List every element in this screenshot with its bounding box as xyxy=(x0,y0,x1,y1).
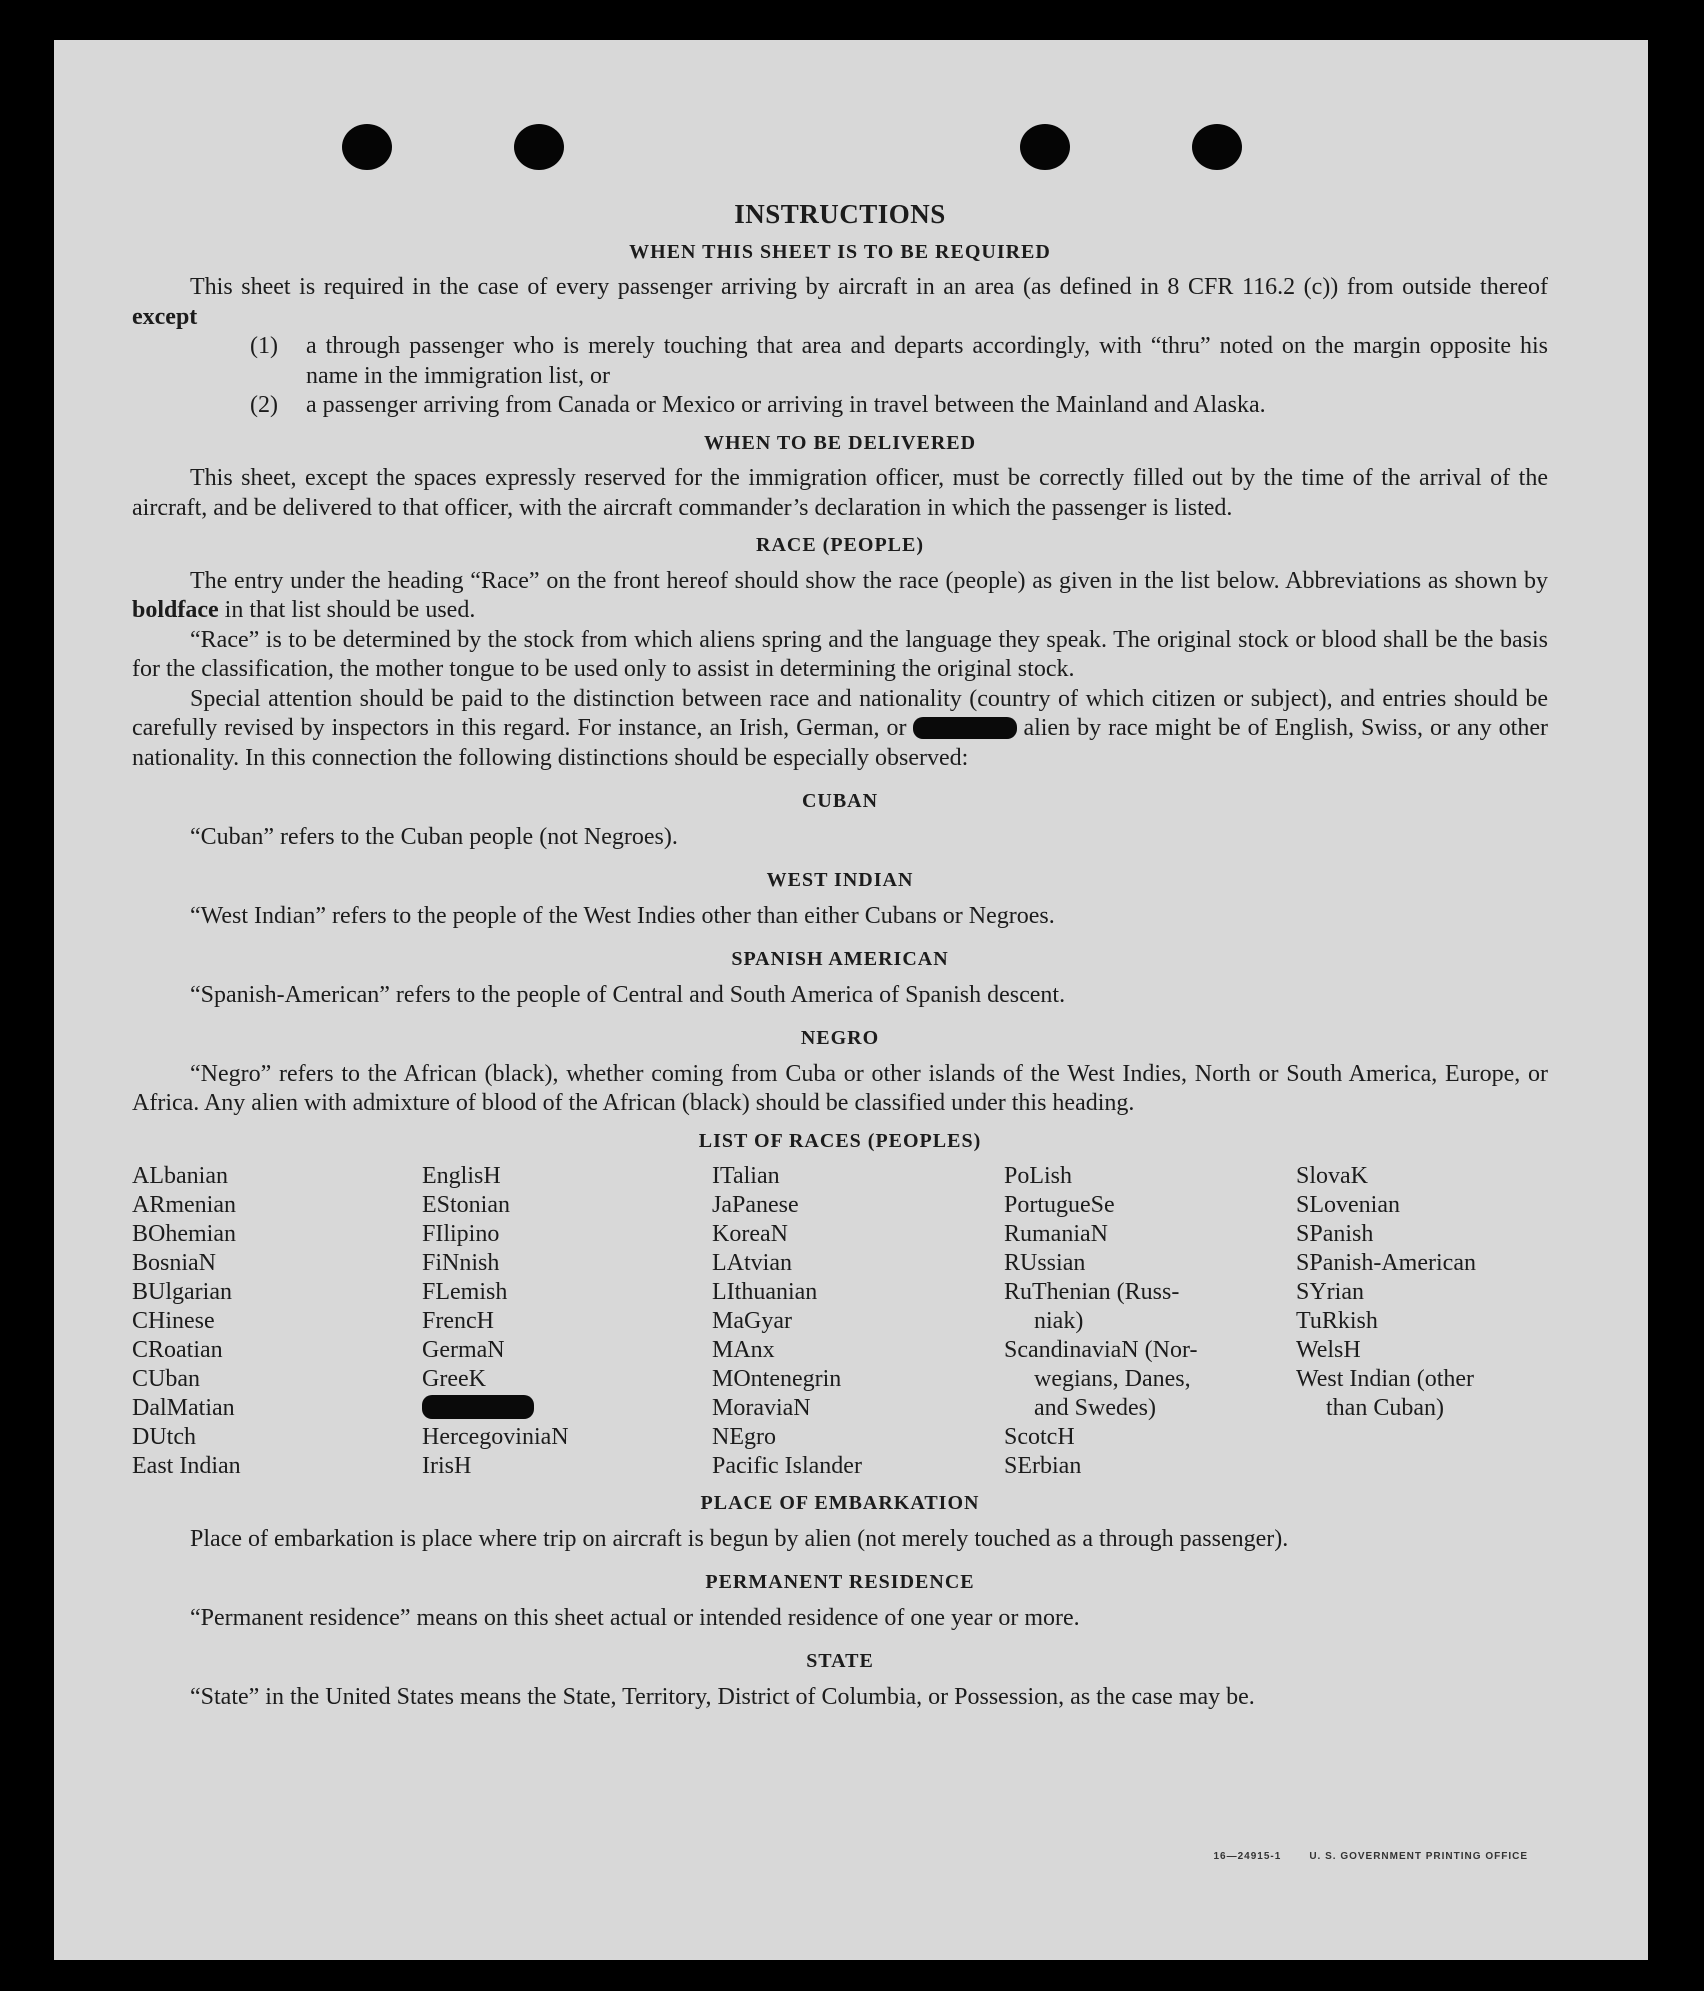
race-entry: ScotcH xyxy=(1004,1424,1075,1450)
exception-item: (1) a through passenger who is merely touching that area and departs accordingly, with “thru” noted on the margin opposite his name in the immigration list, or xyxy=(250,333,1548,389)
race-entry: RuThenian (Russ- xyxy=(1004,1279,1180,1305)
race-entry: BosniaN xyxy=(132,1250,216,1276)
punch-hole xyxy=(1020,124,1070,170)
paragraph-embarkation: Place of embarkation is place where trip on aircraft is begun by alien (not merely touched as a through passenger). xyxy=(190,1525,1289,1552)
race-entry: FLemish xyxy=(422,1279,508,1305)
race-column xyxy=(712,1162,1004,1481)
paragraph-state: “State” in the United States means the State, Territory, District of Columbia, or Possession, as the case may be. xyxy=(190,1683,1255,1710)
punch-hole xyxy=(1192,124,1242,170)
race-entry: KoreaN xyxy=(712,1221,788,1247)
race-entry-continued: than Cuban) xyxy=(1326,1395,1444,1421)
paragraph-spanish-american: “Spanish-American” refers to the people of Central and South America of Spanish descent. xyxy=(190,981,1066,1008)
race-entry: BUlgarian xyxy=(132,1279,232,1305)
race-entry: ARmenian xyxy=(132,1192,236,1218)
race-entry: FIlipino xyxy=(422,1221,500,1247)
race-entry: ScandinaviaN (Nor- xyxy=(1004,1337,1198,1363)
heading-state: STATE xyxy=(806,1650,874,1672)
race-entry: ALbanian xyxy=(132,1163,228,1189)
race-entry: EStonian xyxy=(422,1192,510,1218)
paragraph-race-3: Special attention should be paid to the distinction between race and nationality (country of which citizen or subject), and entries should be carefully revised by inspectors in this regard. For instance, an Irish, German, or alien by race might be of English, Swiss, or any other nationality. In this connection the following distinctions should be especially observed: xyxy=(132,685,1548,771)
heading-cuban: CUBAN xyxy=(801,790,879,812)
printer-name: U. S. GOVERNMENT PRINTING OFFICE xyxy=(1309,1851,1528,1862)
race-list xyxy=(132,1162,1548,1481)
race-entry: GermaN xyxy=(422,1337,505,1363)
race-entry: EnglisH xyxy=(422,1163,501,1189)
instructions-body xyxy=(132,200,1548,1712)
race-entry: PoLish xyxy=(1004,1163,1073,1189)
heading-west-indian: WEST INDIAN xyxy=(766,869,914,891)
race-entry: RumaniaN xyxy=(1004,1221,1108,1247)
race-column xyxy=(132,1162,422,1481)
race-entry: MOntenegrin xyxy=(712,1366,842,1392)
race-entry: JaPanese xyxy=(712,1192,799,1218)
heading-spanish-american: SPANISH AMERICAN xyxy=(731,948,949,970)
race-entry: CRoatian xyxy=(132,1337,223,1363)
paragraph-west-indian: “West Indian” refers to the people of the West Indies other than either Cubans or Negroes. xyxy=(190,902,1055,929)
race-entry: MAnx xyxy=(712,1337,775,1363)
race-column xyxy=(422,1162,712,1481)
race-entry: FiNnish xyxy=(422,1250,500,1276)
heading-race: RACE (PEOPLE) xyxy=(756,534,924,556)
paragraph-race-1: The entry under the heading “Race” on the front hereof should show the race (people) as given in the list below. Abbreviations as shown by boldface in that list should be used. xyxy=(132,567,1548,623)
heading-when-required: WHEN THIS SHEET IS TO BE REQUIRED xyxy=(629,240,1051,263)
heading-embarkation: PLACE OF EMBARKATION xyxy=(700,1492,980,1514)
punch-hole xyxy=(342,124,392,170)
race-entry: DUtch xyxy=(132,1424,196,1450)
paragraph-when-required: This sheet is required in the case of every passenger arriving by aircraft in an area (as defined in 8 CFR 116.2 (c)) from outside thereof except xyxy=(132,274,1548,330)
race-entry-continued: and Swedes) xyxy=(1034,1395,1156,1421)
heading-list-of-races: LIST OF RACES (PEOPLES) xyxy=(698,1129,982,1152)
race-entry: NEgro xyxy=(712,1424,776,1450)
race-entry: SErbian xyxy=(1004,1453,1082,1479)
race-entry: LIthuanian xyxy=(712,1279,818,1305)
race-entry: MaGyar xyxy=(712,1308,792,1334)
punch-hole xyxy=(514,124,564,170)
heading-when-delivered: WHEN TO BE DELIVERED xyxy=(703,431,977,454)
race-entry: IrisH xyxy=(422,1453,472,1479)
race-entry: East Indian xyxy=(132,1453,241,1479)
race-entry: RUssian xyxy=(1004,1250,1086,1276)
race-entry: SYrian xyxy=(1296,1279,1364,1305)
race-entry: Pacific Islander xyxy=(712,1453,862,1479)
redaction-mark xyxy=(422,1395,534,1419)
race-entry: West Indian (other xyxy=(1296,1366,1475,1392)
race-entry: HercegoviniaN xyxy=(422,1424,569,1450)
race-entry: FrencH xyxy=(422,1308,494,1334)
paragraph-race-2: “Race” is to be determined by the stock from which aliens spring and the language they speak. The original stock or blood shall be the basis for the classification, the mother tongue to be used only to assist in determining the original stock. xyxy=(132,626,1548,682)
heading-negro: NEGRO xyxy=(800,1027,880,1049)
race-entry: PortugueSe xyxy=(1004,1192,1115,1218)
race-entry: CHinese xyxy=(132,1308,215,1334)
race-column xyxy=(1296,1162,1548,1481)
form-number: 16—24915-1 xyxy=(1213,1851,1282,1862)
document-sheet xyxy=(54,40,1648,1960)
race-entry: TuRkish xyxy=(1296,1308,1378,1334)
race-entry: SPanish xyxy=(1296,1221,1374,1247)
race-entry: GreeK xyxy=(422,1366,486,1392)
race-entry: BOhemian xyxy=(132,1221,236,1247)
race-entry: SlovaK xyxy=(1296,1163,1368,1189)
race-entry: SPanish-American xyxy=(1296,1250,1476,1276)
redaction-mark xyxy=(913,717,1017,739)
paragraph-cuban: “Cuban” refers to the Cuban people (not Negroes). xyxy=(190,823,678,850)
race-entry-redacted xyxy=(422,1394,712,1423)
race-entry: WelsH xyxy=(1296,1337,1361,1363)
exception-item: (2) a passenger arriving from Canada or Mexico or arriving in travel between the Mainland and Alaska. xyxy=(250,392,1266,418)
race-entry-continued: niak) xyxy=(1034,1308,1084,1334)
race-entry: ITalian xyxy=(712,1163,780,1189)
printer-imprint xyxy=(1185,1851,1528,1862)
paragraph-when-delivered: This sheet, except the spaces expressly reserved for the immigration officer, must be correctly filled out by the time of the arrival of the aircraft, and be delivered to that officer, with the aircraft commander’s declaration in which the passenger is listed. xyxy=(132,465,1548,521)
race-entry: DalMatian xyxy=(132,1395,235,1421)
race-entry: SLovenian xyxy=(1296,1192,1400,1218)
race-entry: LAtvian xyxy=(712,1250,792,1276)
race-column xyxy=(1004,1162,1296,1481)
race-entry-continued: wegians, Danes, xyxy=(1034,1366,1191,1392)
page-title: INSTRUCTIONS xyxy=(734,199,946,229)
race-entry: MoraviaN xyxy=(712,1395,811,1421)
heading-permanent-residence: PERMANENT RESIDENCE xyxy=(705,1571,975,1593)
paragraph-permanent-residence: “Permanent residence” means on this sheet actual or intended residence of one year or more. xyxy=(190,1604,1080,1631)
race-entry: CUban xyxy=(132,1366,200,1392)
paragraph-negro: “Negro” refers to the African (black), whether coming from Cuba or other islands of the West Indies, North or South America, Europe, or Africa. Any alien with admixture of blood of the African (black) should be classified under this heading. xyxy=(132,1060,1548,1116)
